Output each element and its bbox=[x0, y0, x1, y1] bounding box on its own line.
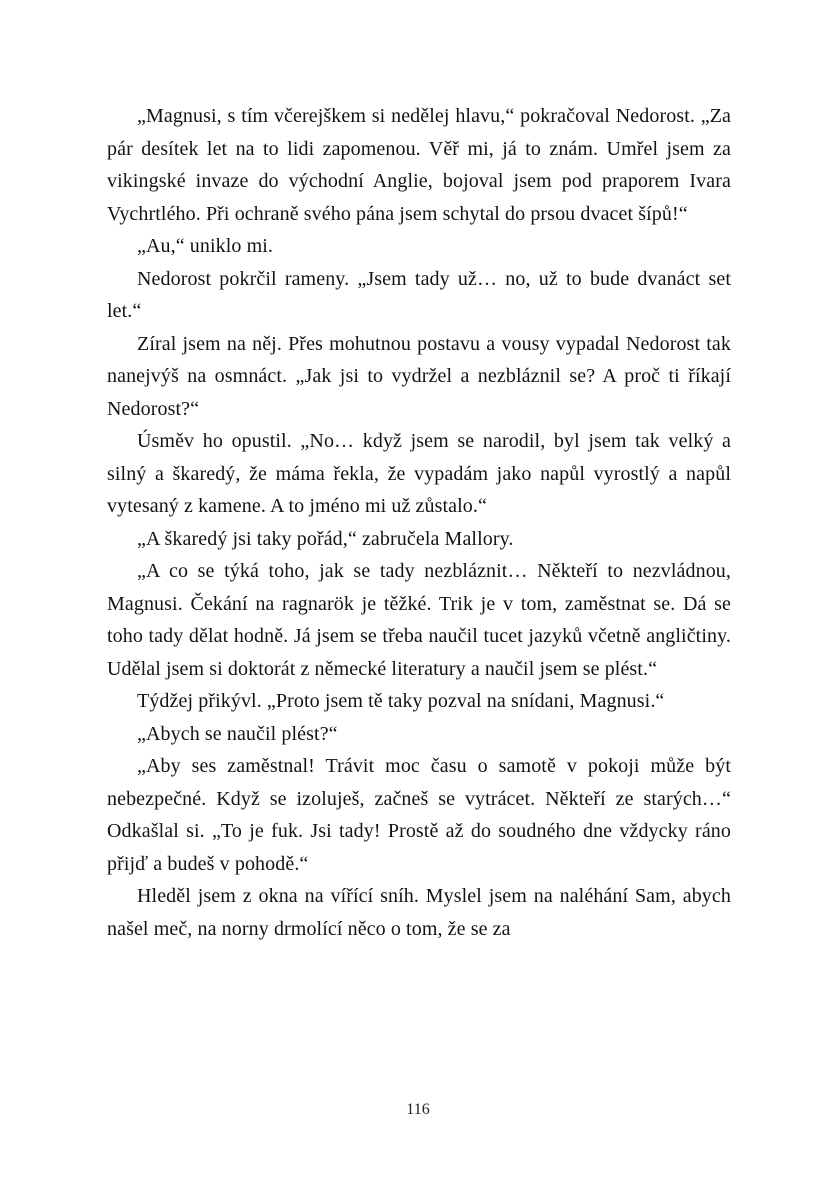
paragraph: Hleděl jsem z okna na vířící sníh. Myslel jsem na naléhání Sam, abych našel meč, na norny drmolící něco o tom, že se za bbox=[107, 885, 731, 940]
paragraph: Úsměv ho opustil. „No… když jsem se narodil, byl jsem tak velký a silný a škaredý, že máma řekla, že vypadám jako napůl vyrostlý a napůl vytesaný z kamene. A to jméno mi už zůstalo.“ bbox=[107, 430, 731, 517]
paragraph: „Aby ses zaměstnal! Trávit moc času o samotě v pokoji může být nebezpečné. Když se izoluješ, začneš se vytrácet. Někteří ze starých…“ Odkašlal si. „To je fuk. Jsi tady! Prostě až do soudného dne vždycky ráno přijď a budeš v pohodě.“ bbox=[107, 755, 731, 875]
paragraph: Zíral jsem na něj. Přes mohutnou postavu a vousy vypadal Nedorost tak nanejvýš na osmnáct. „Jak jsi to vydržel a nezbláznil se? A proč ti říkají Nedorost?“ bbox=[107, 332, 731, 420]
body-text bbox=[107, 100, 731, 945]
paragraph: „Magnusi, s tím včerejškem si nedělej hlavu,“ pokračoval Nedorost. „Za pár desítek let na to lidi zapomenou. Věř mi, já to znám. Umřel jsem za vikingské invaze do východní Anglie, bojoval jsem pod praporem Ivara Vychrtlého. Při ochraně svého pána jsem schytal do prsou dvacet šípů!“ bbox=[107, 105, 731, 225]
paragraph: Nedorost pokrčil rameny. „Jsem tady už… no, už to bude dvanáct set let.“ bbox=[107, 267, 731, 322]
paragraph: Týdžej přikývl. „Proto jsem tě taky pozval na snídani, Magnusi.“ bbox=[137, 690, 665, 712]
paragraph: „A co se týká toho, jak se tady nezbláznit… Někteří to nezvládnou, Magnusi. Čekání na ragnarök je těžké. Trik je v tom, zaměstnat se. Dá se toho tady dělat hodně. Já jsem se třeba naučil tucet jazyků včetně angličtiny. Udělal jsem si doktorát z německé literatury a naučil jsem se plést.“ bbox=[107, 560, 731, 680]
paragraph: „Au,“ uniklo mi. bbox=[137, 235, 274, 257]
paragraph: „Abych se naučil plést?“ bbox=[137, 722, 338, 745]
paragraph: „A škaredý jsi taky pořád,“ zabručela Mallory. bbox=[137, 527, 514, 550]
page-number: 116 bbox=[406, 1101, 430, 1118]
